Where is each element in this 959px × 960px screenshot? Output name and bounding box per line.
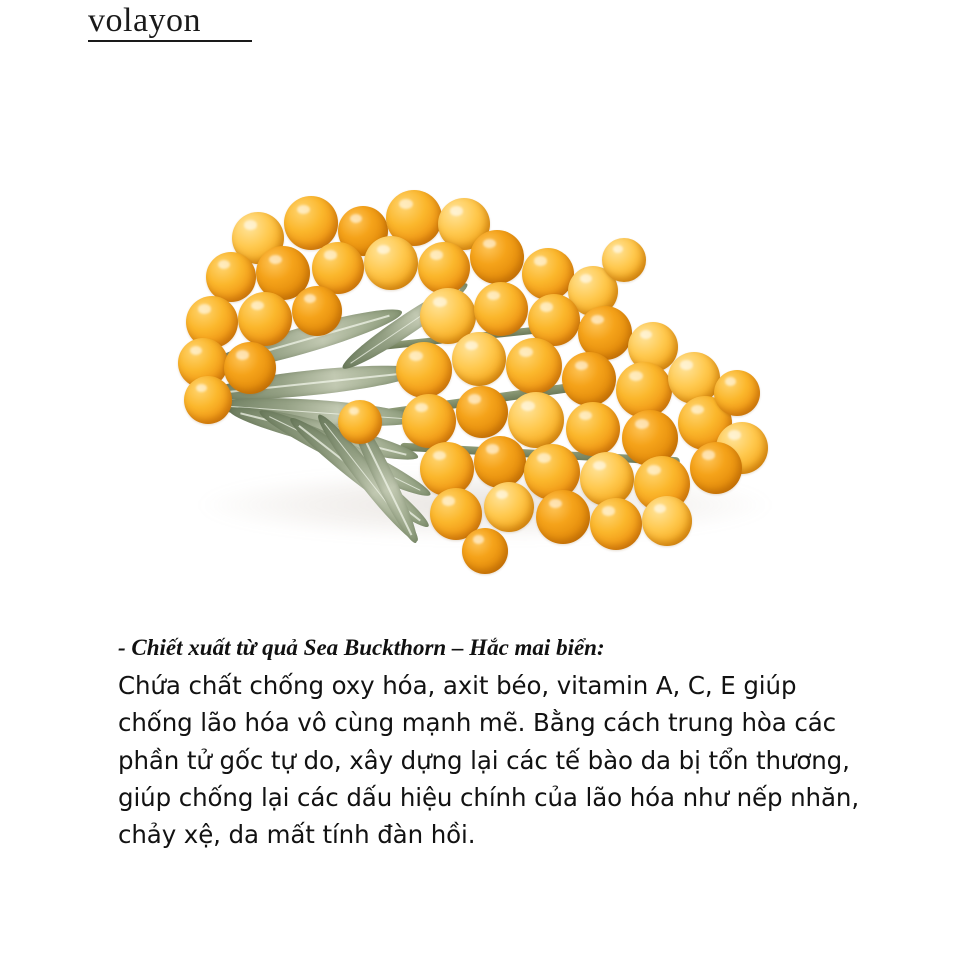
berry-highlight	[635, 419, 648, 429]
berry	[418, 242, 470, 294]
berry-highlight	[691, 405, 704, 415]
berry	[238, 292, 292, 346]
berry	[642, 496, 692, 546]
berry-highlight	[324, 250, 336, 259]
berry-highlight	[415, 403, 428, 413]
berry-highlight	[473, 535, 484, 543]
berry-highlight	[468, 394, 480, 403]
caption-lead: - Chiết xuất từ quả Sea Buckthorn – Hắc mai biển:	[118, 635, 605, 660]
berry-highlight	[702, 450, 714, 459]
berry-highlight	[350, 214, 362, 223]
berry-highlight	[236, 350, 248, 359]
berry	[284, 196, 338, 250]
berry-highlight	[297, 205, 310, 215]
berry	[690, 442, 742, 494]
berry	[420, 442, 474, 496]
berry-highlight	[496, 490, 508, 499]
berry	[562, 352, 616, 406]
berry-highlight	[602, 506, 614, 515]
berry-highlight	[430, 250, 442, 259]
berry-highlight	[251, 301, 264, 311]
berry	[522, 248, 574, 300]
berry	[206, 252, 256, 302]
berry-highlight	[487, 291, 500, 301]
berry	[364, 236, 418, 290]
berry	[508, 392, 564, 448]
berry-highlight	[442, 496, 454, 505]
berry-highlight	[269, 255, 282, 265]
berry	[536, 490, 590, 544]
berry-highlight	[654, 504, 666, 513]
berry	[484, 482, 534, 532]
berry	[402, 394, 456, 448]
berry-highlight	[304, 294, 316, 303]
berry	[474, 436, 526, 488]
berry-highlight	[725, 377, 736, 385]
berry	[474, 282, 528, 336]
berry-highlight	[349, 407, 360, 415]
berry	[184, 376, 232, 424]
berry-highlight	[680, 360, 692, 369]
brand-wordmark: volayon	[88, 2, 202, 39]
berry	[452, 332, 506, 386]
berry-highlight	[579, 411, 592, 421]
berry-highlight	[591, 315, 604, 325]
berry-highlight	[377, 245, 390, 255]
berry-highlight	[549, 499, 562, 509]
berry-highlight	[629, 371, 642, 381]
berry	[602, 238, 646, 282]
berry	[224, 342, 276, 394]
berry-highlight	[190, 346, 202, 355]
berry	[462, 528, 508, 574]
berry-highlight	[433, 451, 446, 461]
brand-underline	[88, 40, 252, 42]
berry-highlight	[483, 239, 496, 249]
berry-highlight	[521, 401, 534, 411]
berry-highlight	[728, 430, 740, 439]
berry-highlight	[540, 302, 552, 311]
product-photo	[0, 70, 959, 610]
berry-highlight	[519, 347, 532, 357]
berry-highlight	[613, 245, 624, 253]
berry-highlight	[537, 453, 550, 463]
berry	[580, 452, 634, 506]
berry-highlight	[399, 199, 412, 209]
berry-highlight	[198, 304, 210, 313]
berry	[396, 342, 452, 398]
berry	[470, 230, 524, 284]
berry-highlight	[409, 351, 422, 361]
berry-highlight	[218, 260, 230, 269]
berry-highlight	[196, 384, 208, 393]
berry-highlight	[433, 297, 446, 307]
caption-block	[118, 632, 878, 853]
berry	[292, 286, 342, 336]
caption-body: Chứa chất chống oxy hóa, axit béo, vitamin A, C, E giúp chống lão hóa vô cùng mạnh mẽ. Bằng cách trung hòa các phần tử gốc tự do, xây dựng lại các tế bào da bị tổn thương, giúp chống lại các dấu hiệu chính của lão hóa như nếp nhăn, chảy xệ, da mất tính đàn hồi.	[118, 671, 860, 849]
berry-highlight	[244, 220, 256, 229]
berry-highlight	[580, 274, 592, 283]
berry	[714, 370, 760, 416]
berry	[566, 402, 620, 456]
berry	[590, 498, 642, 550]
berry-highlight	[593, 461, 606, 471]
berry	[506, 338, 562, 394]
berry-highlight	[534, 256, 546, 265]
berry	[338, 400, 382, 444]
berry-highlight	[465, 341, 478, 351]
berry	[456, 386, 508, 438]
berry-highlight	[450, 206, 462, 215]
berry-highlight	[486, 444, 498, 453]
berry-highlight	[647, 465, 660, 475]
berry-highlight	[640, 330, 652, 339]
photo-stage	[0, 70, 959, 610]
berry-highlight	[575, 361, 588, 371]
